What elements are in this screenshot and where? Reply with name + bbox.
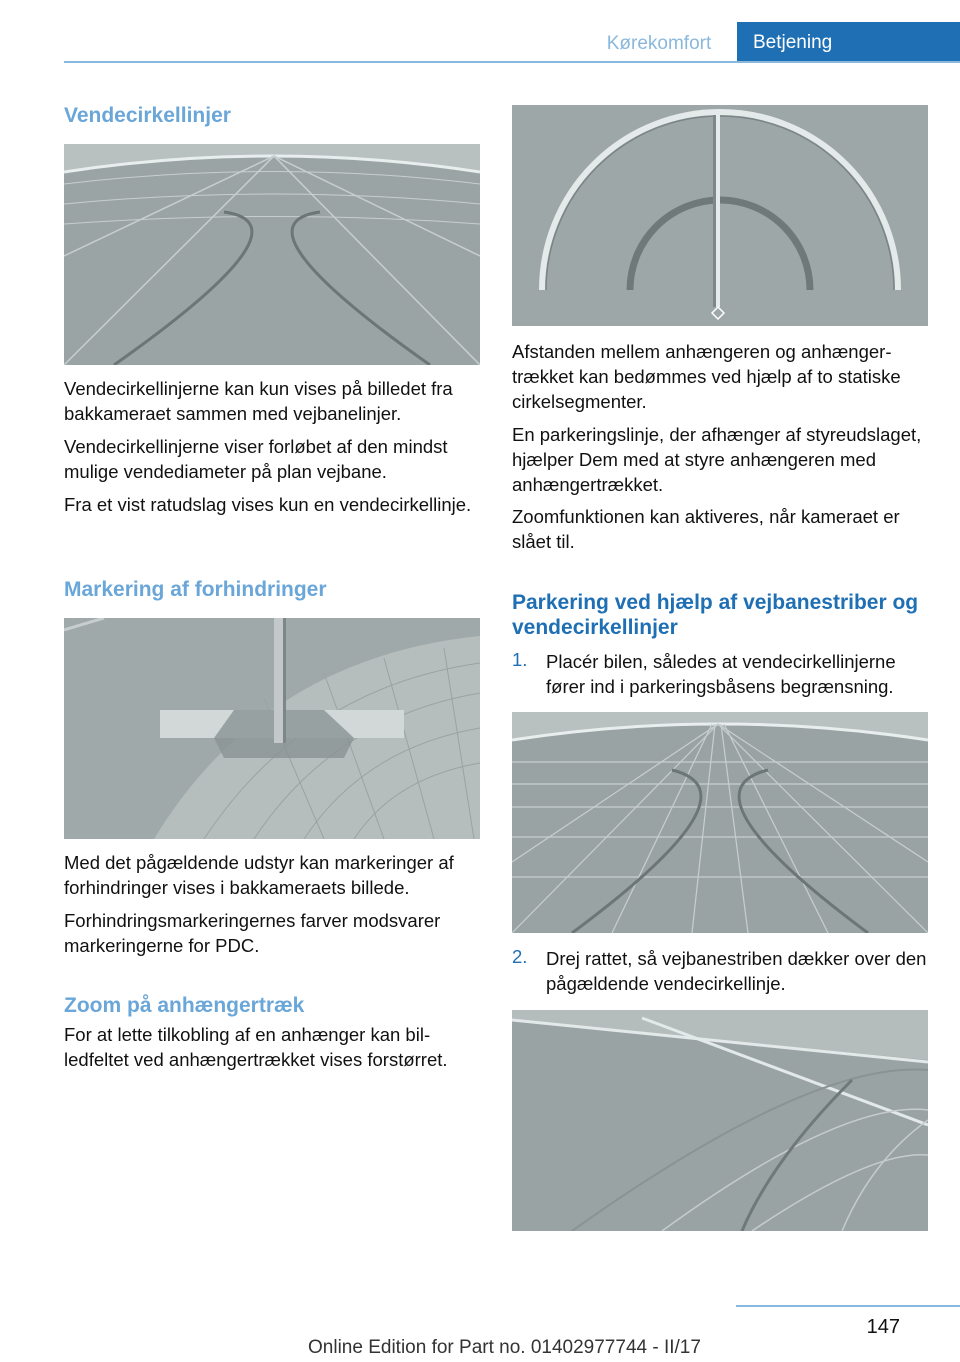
step-number: 2. (512, 946, 528, 967)
paragraph: Fra et vist ratudslag vises kun en vendecirkellinje. (64, 494, 472, 515)
heading-parkering: Parkering ved hjælp af vejbanestriber og vendecirkellinjer (512, 591, 919, 639)
step-text: Placér bilen, således at vendecirkellinjerne fører ind i parkeringsbåsens begrænsning. (546, 651, 896, 697)
paragraph: Vendecirkellinjerne viser forløbet af den mindst mulige vendediameter på plan vejbane. (64, 436, 448, 482)
footer-edition: Online Edition for Part no. 01402977744 - II/17 (308, 1337, 701, 1358)
figure-parking-lines-step1 (512, 712, 928, 933)
paragraph: Zoomfunktionen kan aktiveres, når kameraet er slået til. (512, 506, 900, 552)
footer-divider (736, 1305, 960, 1307)
header-tab-betjening[interactable]: Betjening (737, 22, 960, 63)
paragraph: Med det pågældende udstyr kan markeringer af forhindringer vises i bakkameraets billede. (64, 852, 454, 898)
heading-zoom-paa-anhaengertraek: Zoom på anhængertræk (64, 994, 305, 1017)
figure-parking-lines-step2 (512, 1010, 928, 1231)
header-divider (64, 61, 960, 63)
paragraph: For at lette tilkobling af en anhænger kan billedfeltet ved anhængertrækket vises forstørret. (64, 1024, 448, 1070)
paragraph: Afstanden mellem anhængeren og anhængertrækket kan bedømmes ved hjælp af to statiske cirkelsegmenter. (512, 341, 901, 412)
figure-obstacle-marking (64, 618, 480, 839)
figure-trailer-hitch-zoom (512, 105, 928, 326)
heading-markering-af-forhindringer: Markering af forhindringer (64, 578, 327, 601)
figure-turning-circle-lines (64, 144, 480, 365)
heading-vendecirkellinjer: Vendecirkellinjer (64, 104, 231, 127)
paragraph: En parkeringslinje, der afhænger af styreudslaget, hjælper Dem med at styre anhængeren med anhængertrækket. (512, 424, 922, 495)
paragraph: Forhindringsmarkeringernes farver modsvarer markeringerne for PDC. (64, 910, 441, 956)
paragraph: Vendecirkellinjerne kan kun vises på billedet fra bakkameraet sammen med vejbanelinjer. (64, 378, 453, 424)
step-text: Drej rattet, så vejbanestriben dækker over den pågældende vendecirkellinje. (546, 948, 927, 994)
step-number: 1. (512, 649, 528, 670)
header-tab-korekomfort[interactable]: Kørekomfort (606, 33, 712, 54)
page-number: 147 (866, 1316, 900, 1338)
